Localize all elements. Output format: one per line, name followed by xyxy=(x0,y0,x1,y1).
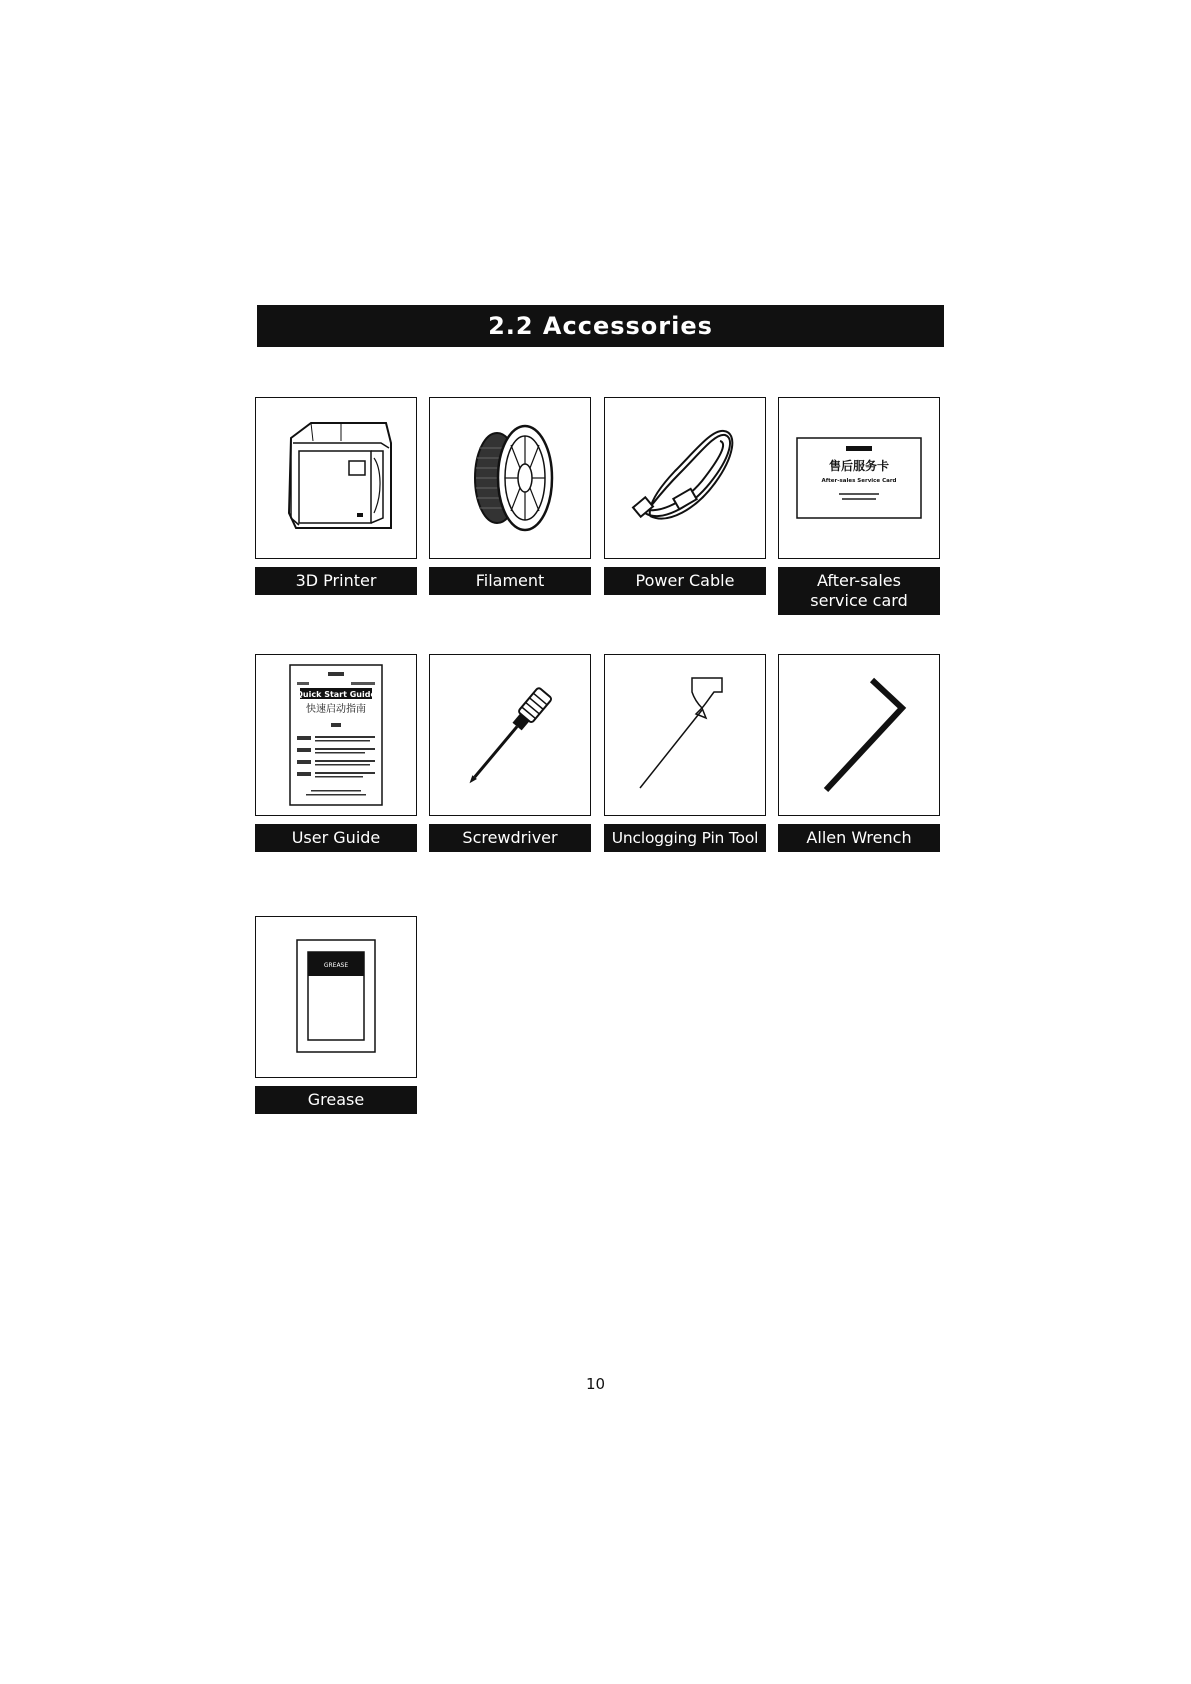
accessory-label: Filament xyxy=(429,567,591,595)
user-guide-title-cn: 快速启动指南 xyxy=(306,704,366,715)
power-cable-icon xyxy=(620,413,750,543)
accessory-label: User Guide xyxy=(255,824,417,852)
accessory-label: Power Cable xyxy=(604,567,766,595)
accessory-screwdriver xyxy=(429,654,591,852)
screwdriver-image xyxy=(429,654,591,816)
accessory-label: Allen Wrench xyxy=(778,824,940,852)
3d-printer-image xyxy=(255,397,417,559)
accessory-user-guide xyxy=(255,654,417,852)
accessory-label: Grease xyxy=(255,1086,417,1114)
accessory-grease xyxy=(255,916,417,1114)
service-card-icon xyxy=(794,413,924,543)
service-card-image xyxy=(778,397,940,559)
grease-tube-label: GREASE xyxy=(323,962,349,969)
accessory-unclogging-pin xyxy=(604,654,766,852)
grease-icon xyxy=(271,932,401,1062)
user-guide-title-en: Quick Start Guide xyxy=(296,690,376,699)
accessory-label: Unclogging Pin Tool xyxy=(604,824,766,852)
unclogging-pin-image xyxy=(604,654,766,816)
3d-printer-icon xyxy=(271,413,401,543)
service-card-title-cn: 售后服务卡 xyxy=(828,459,890,473)
accessory-label: Screwdriver xyxy=(429,824,591,852)
accessory-3d-printer xyxy=(255,397,417,595)
unclogging-pin-icon xyxy=(620,670,750,800)
service-card-title-en: After-sales Service Card xyxy=(821,478,897,484)
accessory-power-cable xyxy=(604,397,766,595)
section-title: 2.2 Accessories xyxy=(257,305,944,347)
accessory-label: After-sales service card xyxy=(778,567,940,615)
user-guide-image xyxy=(255,654,417,816)
page-number: 10 xyxy=(585,1375,606,1393)
user-guide-icon xyxy=(271,660,401,810)
allen-wrench-image xyxy=(778,654,940,816)
accessory-allen-wrench xyxy=(778,654,940,852)
grease-image xyxy=(255,916,417,1078)
accessory-filament xyxy=(429,397,591,595)
allen-wrench-icon xyxy=(794,670,924,800)
accessory-label: 3D Printer xyxy=(255,567,417,595)
accessory-service-card xyxy=(778,397,940,615)
screwdriver-icon xyxy=(445,670,575,800)
filament-spool-icon xyxy=(445,413,575,543)
filament-image xyxy=(429,397,591,559)
power-cable-image xyxy=(604,397,766,559)
